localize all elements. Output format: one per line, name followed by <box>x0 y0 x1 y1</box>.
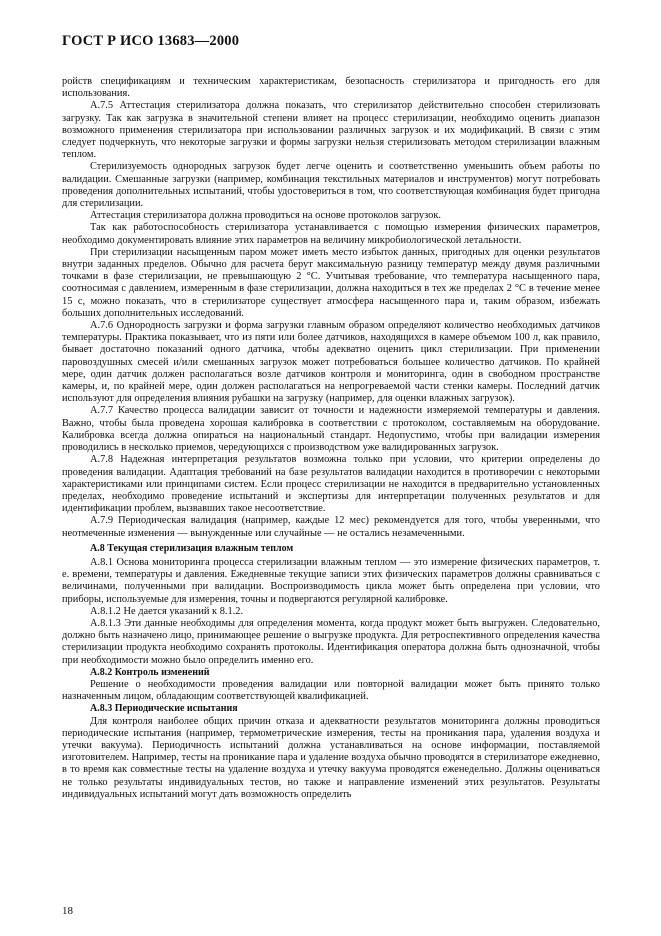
paragraph: Для контроля наиболее общих причин отказа и адекватности результатов мониторинга должны проводиться периодические испытания (например, термометрические измерения, тесты на проникания пара, удаления воздуха и утечки вакуума). Периодичность испытаний должна устанавливаться на основе информации, поставляемой изготовителем. Например, тесты на проникание пара и удаление воздуха обычно проводятся в стерилизаторе ежедневно, в то время как совместные тесты на удаление воздуха и утечку вакуума проводятся еженедельно. Должны оцениваться не только результаты индивидуальных тестов, но также и направление изменений этих результатов. Результаты индивидуальных испытаний могут дать возможность определить <box>62 715 600 800</box>
paragraph: При стерилизации насыщенным паром может иметь место избыток данных, пригодных для оценки результатов внутри заданных пределов. Обычно для расчета берут максимальную разницу температур между двумя различными точками в фазе стерилизации, не превышающую 2 °С. Учитывая требование, что температура насыщенного пара, соотносимая с давлением, измеренным в фазе стерилизации, должна находиться в тех же пределах 2 °С в течение менее 15 с, можно показать, что в стерилизаторе существует атмосфера насыщенного пара и, таким образом, избежать больших дополнительных исследований. <box>62 246 600 319</box>
paragraph: А.7.9 Периодическая валидация (например, каждые 12 мес) рекомендуется для того, чтобы уверенными, что неотмеченные изменения — вынужденные или случайные — не остались незамеченными. <box>62 515 600 539</box>
paragraph: А.8.1.2 Не дается указаний к 8.1.2. <box>90 605 244 617</box>
section-heading-a82: А.8.2 Контроль изменений <box>90 666 210 678</box>
paragraph: А.7.8 Надежная интерпретация результатов возможна только при условии, что критерии определены до проведения валидации. Адаптация требований на базе результатов валидации находится в противоречии с некоторыми характеристиками или принципами систем. Если процесс стерилизации не находится в предварительно установленных пределах, необходимо проведение испытаний и экспертизы для интерпретации полученных результатов и для идентификации проблем, вызвавших такое несоответствие. <box>62 454 600 515</box>
paragraph: А.7.5 Аттестация стерилизатора должна показать, что стерилизатор действительно способен стерилизовать загрузку. Так как загрузка в значительной степени влияет на процесс стерилизации, необходимо оценить диапазон возможного применения стерилизатора при использовании различных загрузок и их модификаций. В связи с этим следует подчеркнуть, что некоторые загрузки и формы загрузки нельзя стерилизовать методом стерилизации влажным теплом. <box>62 100 600 161</box>
section-heading-a83: А.8.3 Периодические испытания <box>90 703 238 715</box>
page-number: 18 <box>62 905 73 917</box>
paragraph: Стерилизуемость однородных загрузок будет легче оценить и соответственно уменьшить объем работы по валидации. Смешанные загрузки (например, комбинация текстильных материалов и инструментов) могут потребовать проведения дополнительных испытаний, чтобы удостовериться в том, что соответствующая комбинация будет пригодна для стерилизации. <box>62 161 600 210</box>
paragraph: А.7.7 Качество процесса валидации зависит от точности и надежности измеряемой температуры и давления. Важно, чтобы была проведена хорошая калибровка в соответствии с протоколом, составляемым на оборудование. Калибровка всегда должна опираться на национальный стандарт. Недопустимо, чтобы при валидации измерения проводились в несколько приемов, чередующихся с производством уже валидированных загрузок. <box>62 405 600 454</box>
paragraph: ройств спецификациям и техническим характеристикам, безопасность стерилизатора и пригодность его для использования. <box>62 76 600 100</box>
document-header: ГОСТ Р ИСО 13683—2000 <box>62 33 240 49</box>
section-heading-a8: А.8 Текущая стерилизация влажным теплом <box>90 542 294 554</box>
paragraph: А.8.1.3 Эти данные необходимы для определения момента, когда продукт может быть выгружен. Следовательно, должно быть назначено лицо, принимающее решение о выгрузке продукта. Для ретроспективного определения качества стерилизации продукта необходимо сохранять протоколы. Идентификация оператора должна быть однозначной, чтобы при необходимости можно было определить именно его. <box>62 617 600 666</box>
paragraph: Так как работоспособность стерилизатора устанавливается с помощью измерения физических параметров, необходимо документировать влияние этих параметров на величину микробиологической летальности. <box>62 222 600 246</box>
paragraph: Решение о необходимости проведения валидации или повторной валидации может быть принято только назначенным лицом, обладающим соответствующей квалификацией. <box>62 678 600 703</box>
paragraph: Аттестация стерилизатора должна проводиться на основе протоколов загрузок. <box>90 210 441 222</box>
paragraph: А.7.6 Однородность загрузки и форма загрузки главным образом определяют количество необходимых датчиков температуры. Практика показывает, что из пяти или более датчиков, находящихся в камере объемом 100 л, как правило, бывает достаточно показаний одного датчика, чтобы адекватно оценить цикл стерилизации. При применении паровоздушных смесей и/или смешанных загрузок может потребоваться большее количество датчиков. По крайней мере, один датчик должен располагаться возле датчиков контроля и мониторинга, один в свободном пространстве камеры, и, по крайней мере, один должен располагаться на непрогреваемой части стенки камеры. Последний датчик используют для определения влияния рубашки на загрузку (например, для оценки влажных загрузок). <box>62 320 600 405</box>
body-text <box>62 76 600 801</box>
paragraph: А.8.1 Основа мониторинга процесса стерилизации влажным теплом — это измерение физических параметров, т. е. времени, температуры и давления. Ежедневные текущие записи этих физических параметров должны сравниваться с величинами, полученными при валидации. Воспроизводимость цикла может быть определена при условии, что приборы, используемые для измерения, точны и подвергаются регулярной калибровке. <box>62 556 600 605</box>
